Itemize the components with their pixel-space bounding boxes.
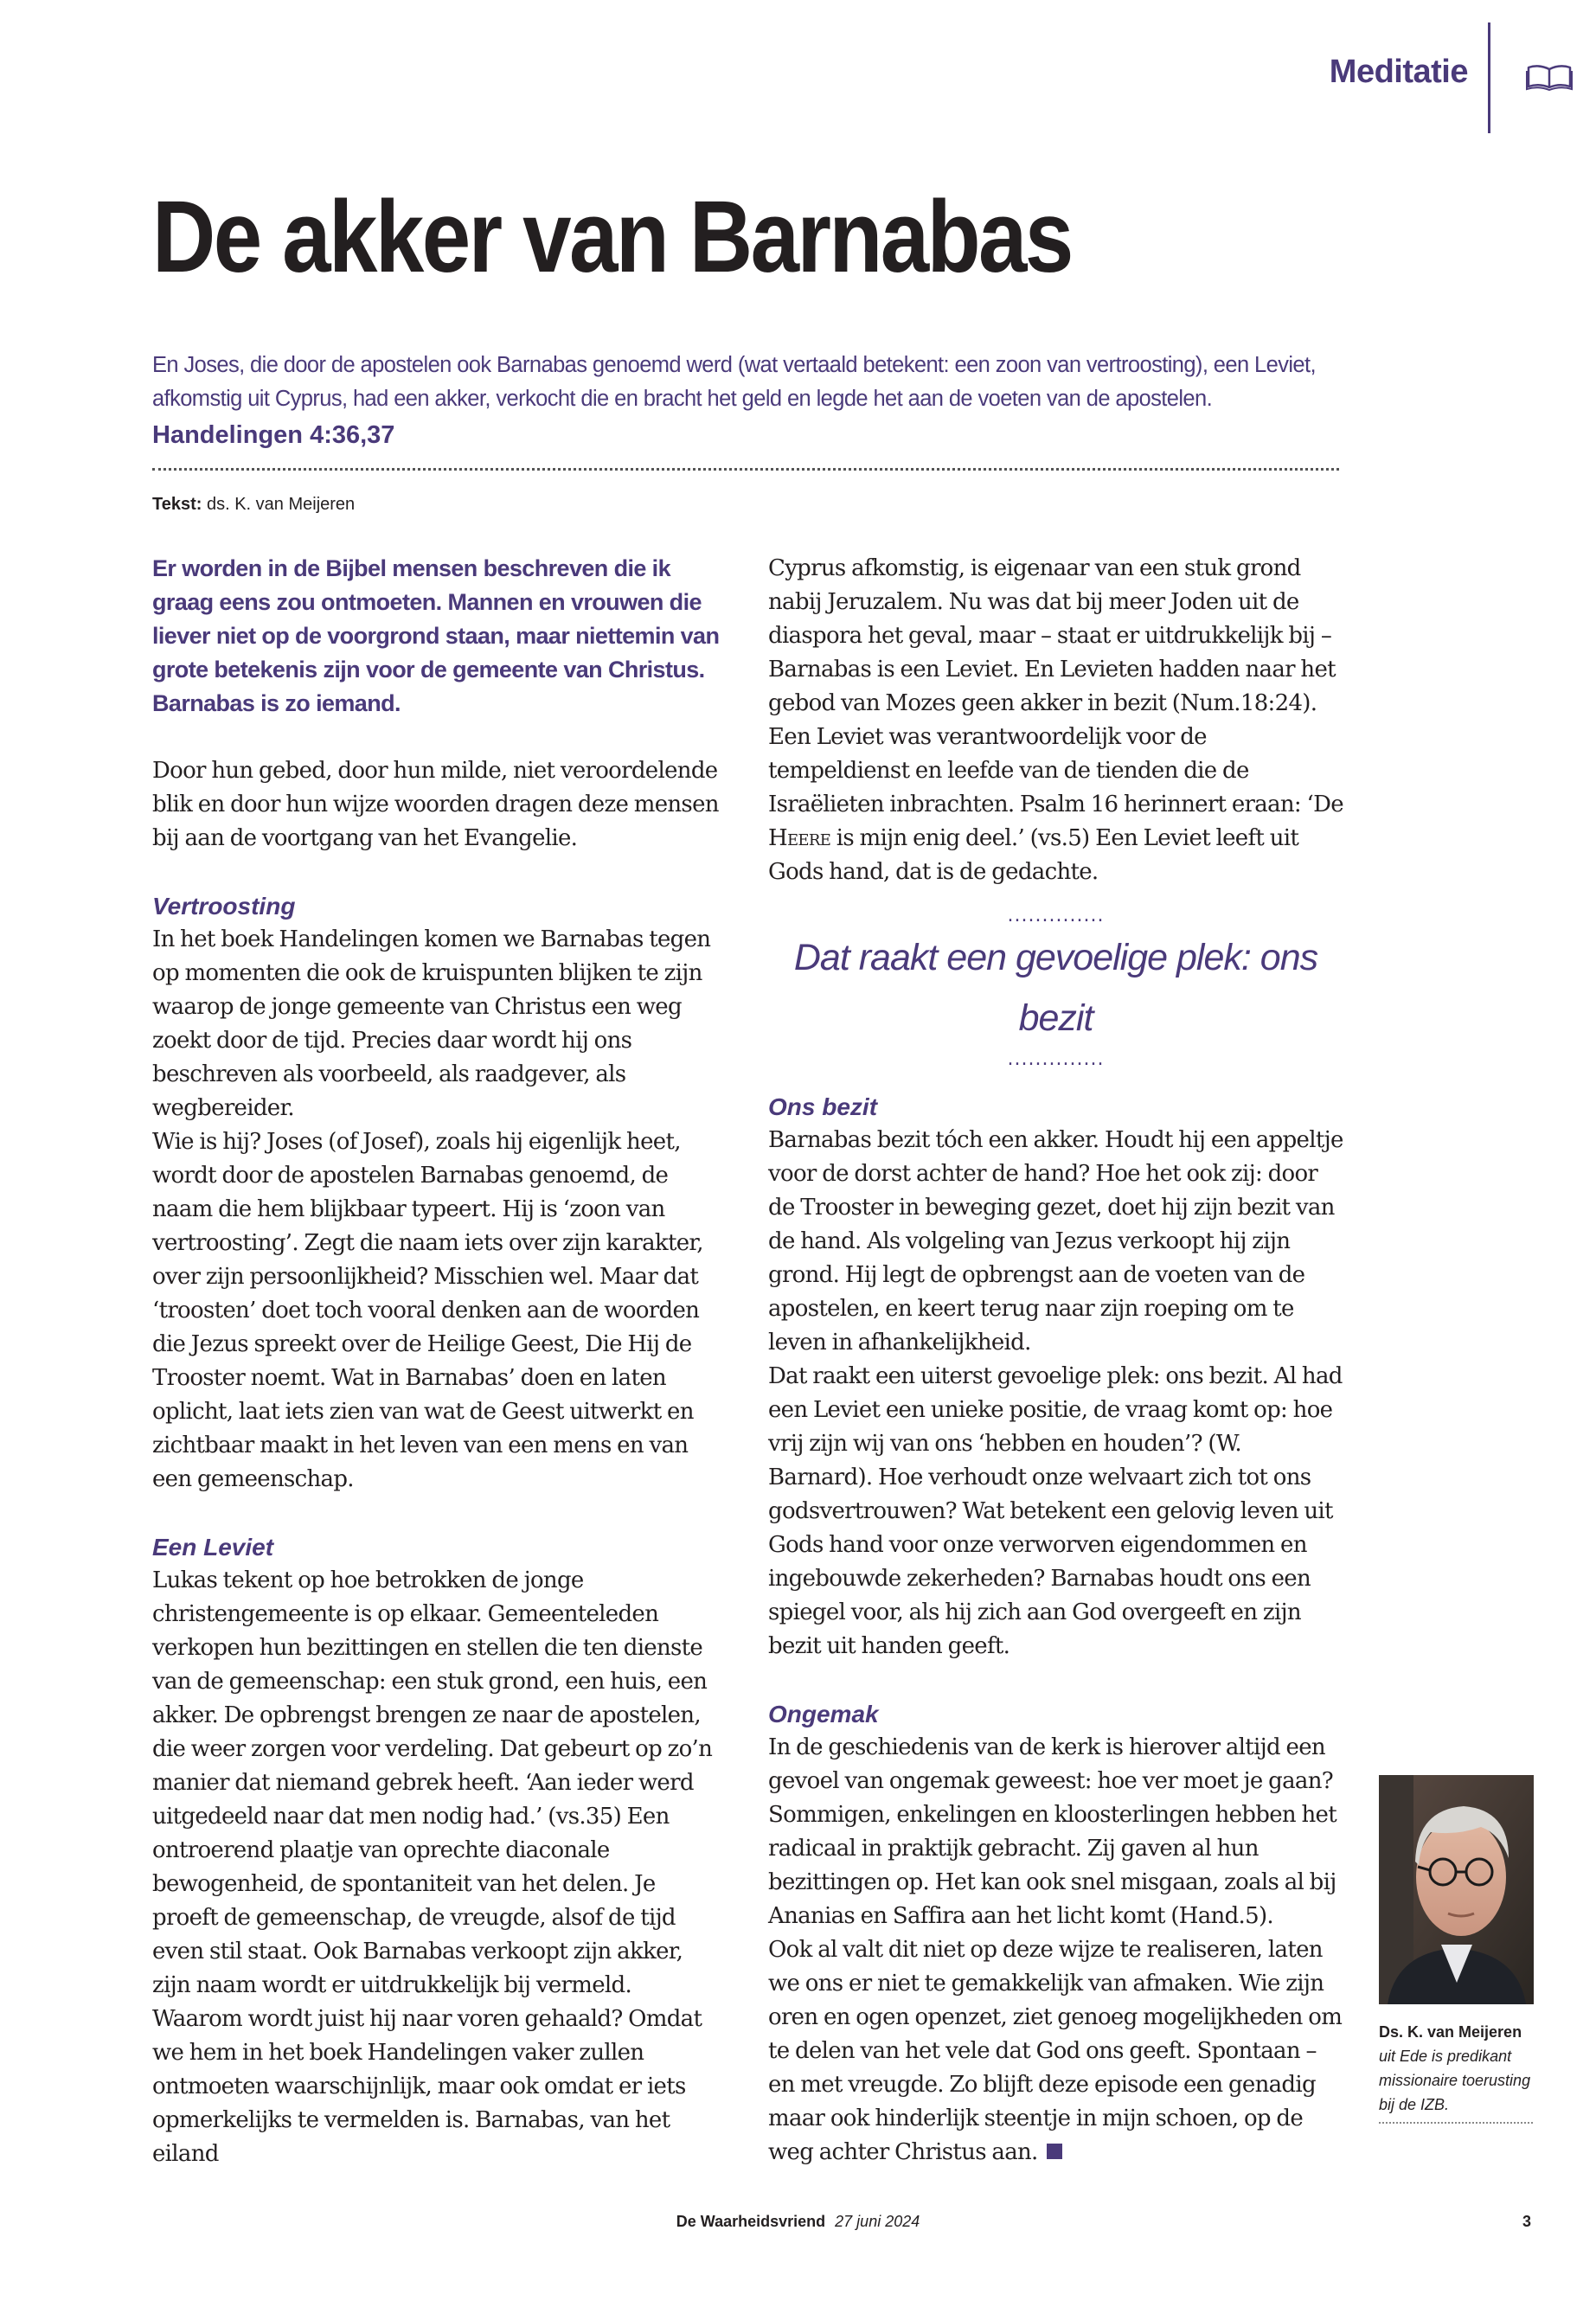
author-caption <box>1379 2020 1535 2124</box>
subheading-een-leviet: Een Leviet <box>152 1534 274 1561</box>
dotted-divider <box>152 468 1339 471</box>
paragraph: Wie is hij? Joses (of Josef), zoals hij eigenlijk heet, wordt door de apostelen Barnabas genoemd, de naam die hem blijkbaar typeert. Hij is ‘zoon van vertroosting’. Zegt die naam iets over zijn karakter, over zijn persoonlijkheid? Misschien wel. Maar dat ‘troosten’ doet toch vooral denken aan de woorden die Jezus spreekt over de Heilige Geest, Die Hij de Trooster noemt. Wat in Barnabas’ doen en laten oplicht, laat iets zien van wat de Geest uitwerkt en zichtbaar maakt in het leven van een mens en van een gemeenschap. <box>152 1129 703 1492</box>
pull-quote-text: Dat raakt een gevoelige plek: ons bezit <box>793 937 1318 1039</box>
end-mark-icon <box>1047 2144 1062 2159</box>
paragraph-part: Cyprus afkomstig, is eigenaar van een stuk grond nabij Jeruzalem. Nu was dat bij meer Joden uit de diaspora het geval, maar – staat er uitdrukkelijk bij – Barnabas is een Leviet. En Levieten hadden naar het gebod van Mozes geen akker in bezit (Num.18:24). Een Leviet was verantwoordelijk voor de tempeldienst en leefde van de tienden die de Israëlieten inbrachten. Psalm 16 herinnert eraan: ‘De <box>768 555 1343 817</box>
subheading-ons-bezit: Ons bezit <box>768 1093 878 1120</box>
paragraph: Lukas tekent op hoe betrokken de jonge christengemeente is op elkaar. Gemeenteleden verkopen hun bezittingen en stellen die ten dienste van de gemeenschap: een stuk grond, een huis, een akker. De opbrengst brengen ze naar de apostelen, die weer zorgen voor verdeling. Dat gebeurt op zo’n manier dat niemand gebrek heeft. ‘Aan ieder werd uitgedeeld naar dat men nodig had.’ (vs.35) Een ontroerend plaatje van oprechte diaconale bewogenheid, de spontaniteit van het delen. Je proeft de gemeenschap, de vreugde, alsof de tijd even stil staat. Ook Barnabas verkoopt zijn akker, zijn naam wordt er uitdrukkelijk bij vermeld. <box>152 1567 713 1998</box>
text-column-right <box>768 552 1343 2170</box>
caption-divider <box>1379 2122 1533 2124</box>
section-label: Meditatie <box>1329 54 1468 90</box>
pull-quote-dots-top: .............. <box>1007 905 1105 926</box>
author-name: Ds. K. van Meijeren <box>1379 2023 1522 2041</box>
paragraph-text: Ook al valt dit niet op deze wijze te realiseren, laten we ons er niet te gemakkelijk van afmaken. Wie zijn oren en ogen openzet, ziet genoeg mogelijkheden om te delen van het vele dat God ons geeft. Spontaan – en met vreugde. Zo blijft deze episode een genadig maar ook hinderlijk steentje in mijn schoen, op de weg achter Christus aan. <box>768 1937 1343 2165</box>
publication-name: De Waarheidsvriend <box>676 2213 826 2230</box>
author-description: uit Ede is predikant missionaire toerusting bij de IZB. <box>1379 2048 1531 2113</box>
credit-name: ds. K. van Meijeren <box>206 495 356 514</box>
pull-quote-dots-bottom: .............. <box>1007 1048 1105 1070</box>
author-credit <box>152 495 355 515</box>
lead-paragraph: Er worden in de Bijbel mensen beschreven die ik graag eens zou ontmoeten. Mannen en vrouwen die liever niet op de voorgrond staan, maar niettemin van grote betekenis zijn voor de gemeente van Christus. Barnabas is zo iemand. <box>152 555 720 716</box>
scripture-quote: En Joses, die door de apostelen ook Barnabas genoemd werd (wat vertaald betekent: een zoon van vertroosting), een Leviet, afkomstig uit Cyprus, had een akker, verkocht die en bracht het geld en legde het aan de voeten van de apostelen. <box>152 353 1316 411</box>
paragraph: Dat raakt een uiterst gevoelige plek: ons bezit. Al had een Leviet een unieke positie, de vraag komt op: hoe vrij zijn wij van ons ‘hebben en houden’? (W. Barnard). Hoe verhoudt onze welvaart zich tot ons godsvertrouwen? Wat betekent een gelovig leven uit Gods hand voor onze verworven eigendommen en ingebouwde zekerheden? Barnabas houdt ons een spiegel voor, als hij zich aan God overgeeft en zijn bezit uit handen geeft. <box>768 1363 1343 1659</box>
paragraph: Waarom wordt juist hij naar voren gehaald? Omdat we hem in het boek Handelingen vaker zullen ontmoeten waarschijnlijk, maar ook omdat er iets opmerkelijks te vermelden is. Barnabas, van het eiland <box>152 2006 702 2167</box>
article-title: De akker van Barnabas <box>152 180 1072 294</box>
subheading-ongemak: Ongemak <box>768 1701 879 1727</box>
open-book-icon <box>1525 61 1574 92</box>
publication-date: 27 juni 2024 <box>835 2213 920 2230</box>
scripture-reference: Handelingen 4:36,37 <box>152 421 395 449</box>
paragraph-part: is mijn enig deel.’ (vs.5) Een Leviet leeft uit Gods hand, dat is de gedachte. <box>768 825 1299 885</box>
paragraph <box>768 552 1343 889</box>
lord-smallcaps: Heere <box>768 825 831 851</box>
paragraph: Door hun gebed, door hun milde, niet veroordelende blik en door hun wijze woorden dragen deze mensen bij aan de voortgang van het Evangelie. <box>152 758 719 851</box>
paragraph: Barnabas bezit tóch een akker. Houdt hij een appeltje voor de dorst achter de hand? Hoe het ook zij: door de Trooster in beweging gezet, doet hij zijn bezit van de hand. Als volgeling van Jezus verkoopt hij zijn grond. Hij legt de opbrengst aan de voeten van de apostelen, en keert terug naar zijn roeping om te leven in afhankelijkheid. <box>768 1127 1343 1356</box>
paragraph: In het boek Handelingen komen we Barnabas tegen op momenten die ook de kruispunten blijken te zijn waarop de jonge gemeente van Christus een weg zoekt door de tijd. Precies daar wordt hij ons beschreven als voorbeeld, als raadgever, als wegbereider. <box>152 926 711 1121</box>
header-divider <box>1488 22 1490 133</box>
page-footer <box>0 2213 1596 2231</box>
subheading-vertroosting: Vertroosting <box>152 893 296 920</box>
credit-label: Tekst: <box>152 495 202 514</box>
text-column-left <box>152 552 723 2171</box>
paragraph: In de geschiedenis van de kerk is hierover altijd een gevoel van ongemak geweest: hoe ver moet je gaan? Sommigen, enkelingen en kloosterlingen hebben het radicaal in praktijk gebracht. Zij gaven al hun bezittingen op. Het kan ook snel misgaan, zoals al bij Ananias en Saffira aan het licht komt (Hand.5). <box>768 1734 1336 1929</box>
paragraph <box>768 1933 1343 2170</box>
pull-quote <box>768 905 1343 1071</box>
page-number: 3 <box>1522 2213 1532 2230</box>
author-photo <box>1379 1775 1534 2004</box>
